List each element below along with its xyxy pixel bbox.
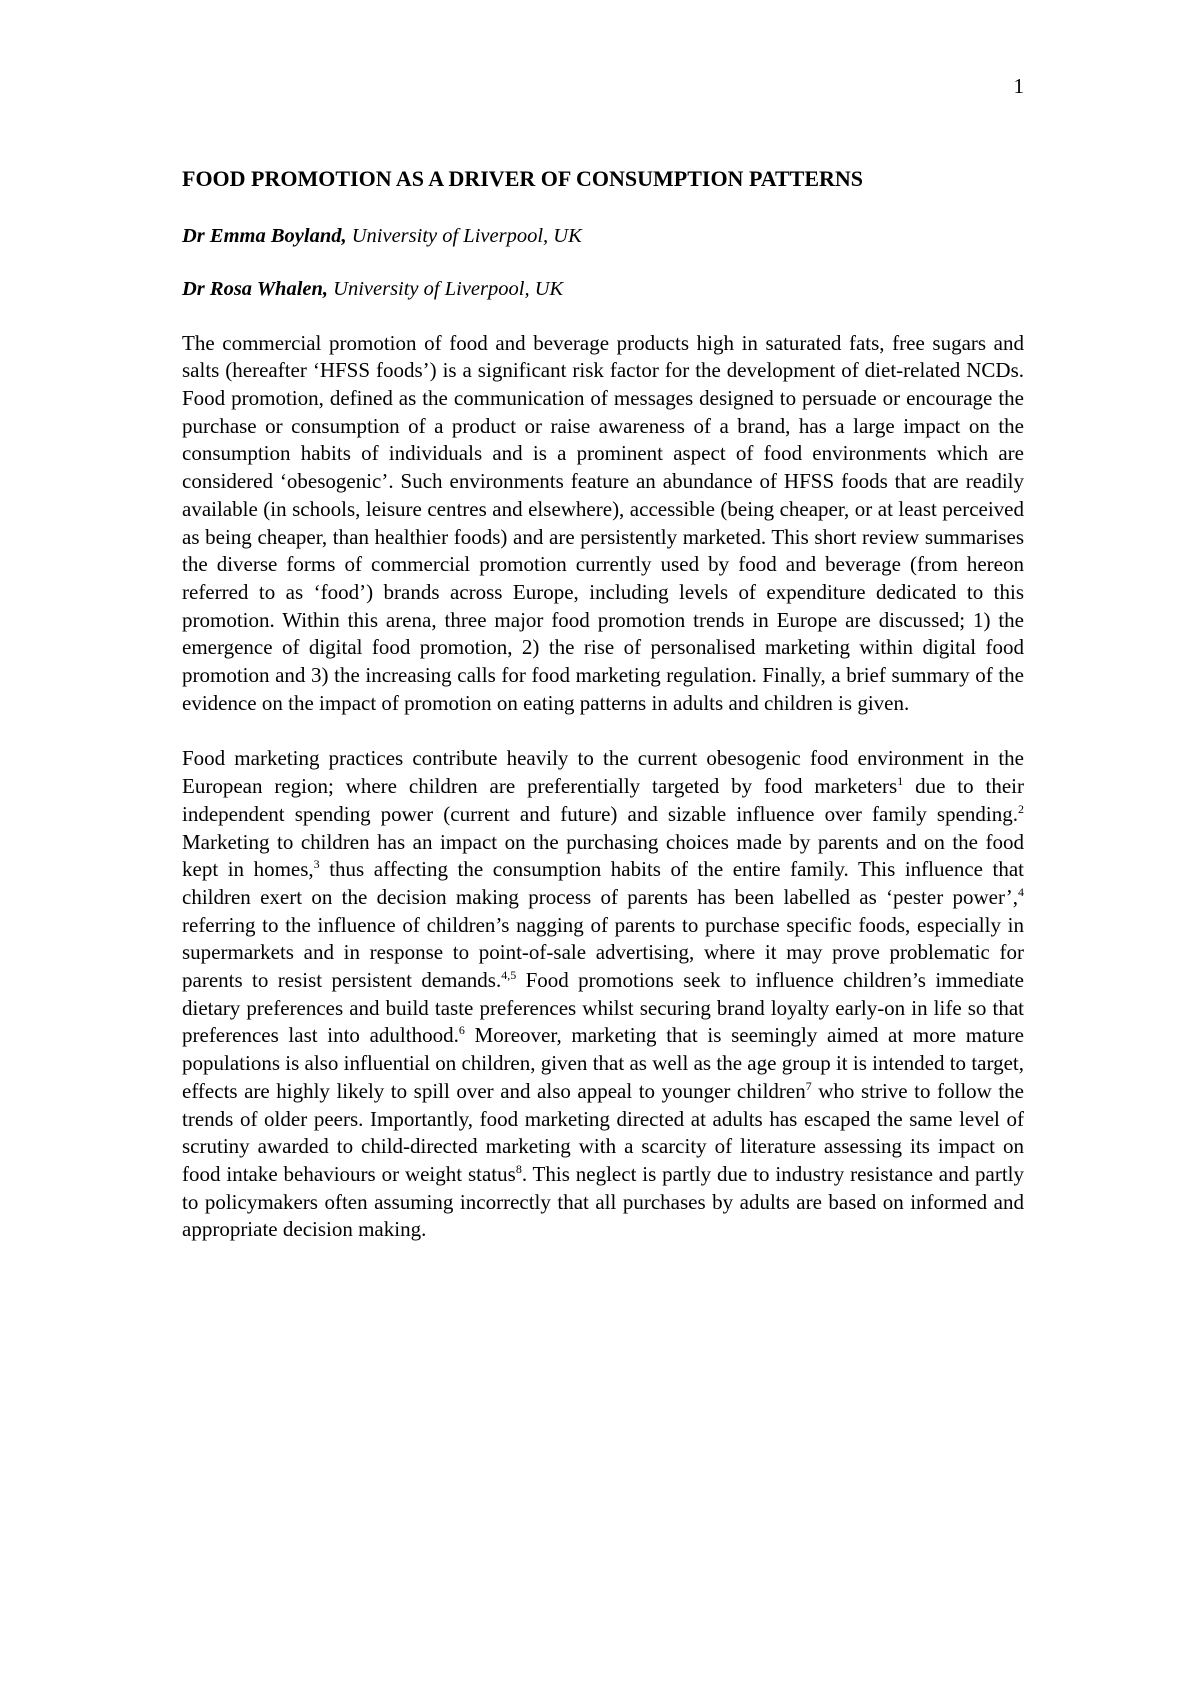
author-affiliation: University of Liverpool, UK	[328, 277, 564, 300]
author-name: Dr Rosa Whalen,	[182, 277, 329, 300]
footnote-ref: 8	[515, 1161, 522, 1176]
author-line-1	[182, 224, 1024, 249]
paragraph-intro: The commercial promotion of food and beverage products high in saturated fats, free sugars and salts (hereafter ‘HFSS foods’) is a significant risk factor for the development of diet-related NCDs. Food promotion, defined as the communication of messages designed to persuade or encourage the purchase or consumption of a product or raise awareness of a brand, has a large impact on the consumption habits of individuals and is a prominent aspect of food environments which are considered ‘obesogenic’. Such environments feature an abundance of HFSS foods that are readily available (in schools, leisure centres and elsewhere), accessible (being cheaper, or at least perceived as being cheaper, than healthier foods) and are persistently marketed. This short review summarises the diverse forms of commercial promotion currently used by food and beverage (from hereon referred to as ‘food’) brands across Europe, including levels of expenditure dedicated to this promotion. Within this arena, three major food promotion trends in Europe are discussed; 1) the emergence of digital food promotion, 2) the rise of personalised marketing within digital food promotion and 3) the increasing calls for food marketing regulation. Finally, a brief summary of the evidence on the impact of promotion on eating patterns in adults and children is given.	[182, 330, 1024, 715]
paragraph-text-segment: due to their independent spending power (current and future) and sizable influence over family spending.	[182, 774, 1024, 826]
footnote-ref: 7	[805, 1078, 812, 1093]
document-body	[182, 166, 1024, 1244]
paragraph-text-segment: thus affecting the consumption habits of the entire family. This influence that children exert on the decision making process of parents has been labelled as ‘pester power’,	[182, 857, 1024, 909]
paragraph-text-segment: Food marketing practices contribute heavily to the current obesogenic food environment in the European region; where children are preferentially targeted by food marketers	[182, 746, 1024, 799]
document-title: FOOD PROMOTION AS A DRIVER OF CONSUMPTION PATTERNS	[182, 166, 864, 191]
paragraph-text-segment: Marketing to children has an impact on the purchasing choices made by parents and on the food kept in homes,	[182, 829, 1024, 882]
footnote-ref: 2	[1018, 801, 1024, 816]
footnote-ref: 6	[458, 1023, 465, 1038]
author-line-2	[182, 277, 1024, 302]
paragraph-text-segment: Food promotions seek to influence children’s immediate dietary preferences and build taste preferences whilst securing brand loyalty early-on in life so that preferences last into adulthood.	[182, 968, 1024, 1048]
page-number: 1	[1013, 74, 1024, 98]
paragraph-marketing-practices	[182, 745, 1024, 1244]
paragraph-text-segment: Moreover, marketing that is seemingly aimed at more mature populations is also influential on children, given that as well as the age group it is intended to target, effects are highly likely to spill over and also appeal to younger children	[182, 1023, 1024, 1103]
paragraph-text-segment: who strive to follow the trends of older peers. Importantly, food marketing directed at adults has escaped the same level of scrutiny awarded to child-directed marketing with a scarcity of literature assessing its impact on food intake behaviours or weight status	[182, 1078, 1024, 1186]
footnote-ref: 4	[1018, 884, 1024, 899]
footnote-ref: 1	[897, 774, 904, 789]
footnote-ref: 3	[313, 857, 320, 872]
author-name: Dr Emma Boyland,	[182, 225, 347, 248]
paragraph-text-segment: referring to the influence of children’s nagging of parents to purchase specific foods, especially in supermarkets and in response to point-of-sale advertising, where it may prove problematic for parents to resist persistent demands.	[182, 912, 1024, 993]
footnote-ref: 4,5	[501, 968, 517, 983]
paragraph-text-segment: . This neglect is partly due to industry resistance and partly to policymakers often assuming incorrectly that all purchases by adults are based on informed and appropriate decision making.	[182, 1161, 1024, 1242]
author-affiliation: University of Liverpool, UK	[346, 225, 582, 248]
